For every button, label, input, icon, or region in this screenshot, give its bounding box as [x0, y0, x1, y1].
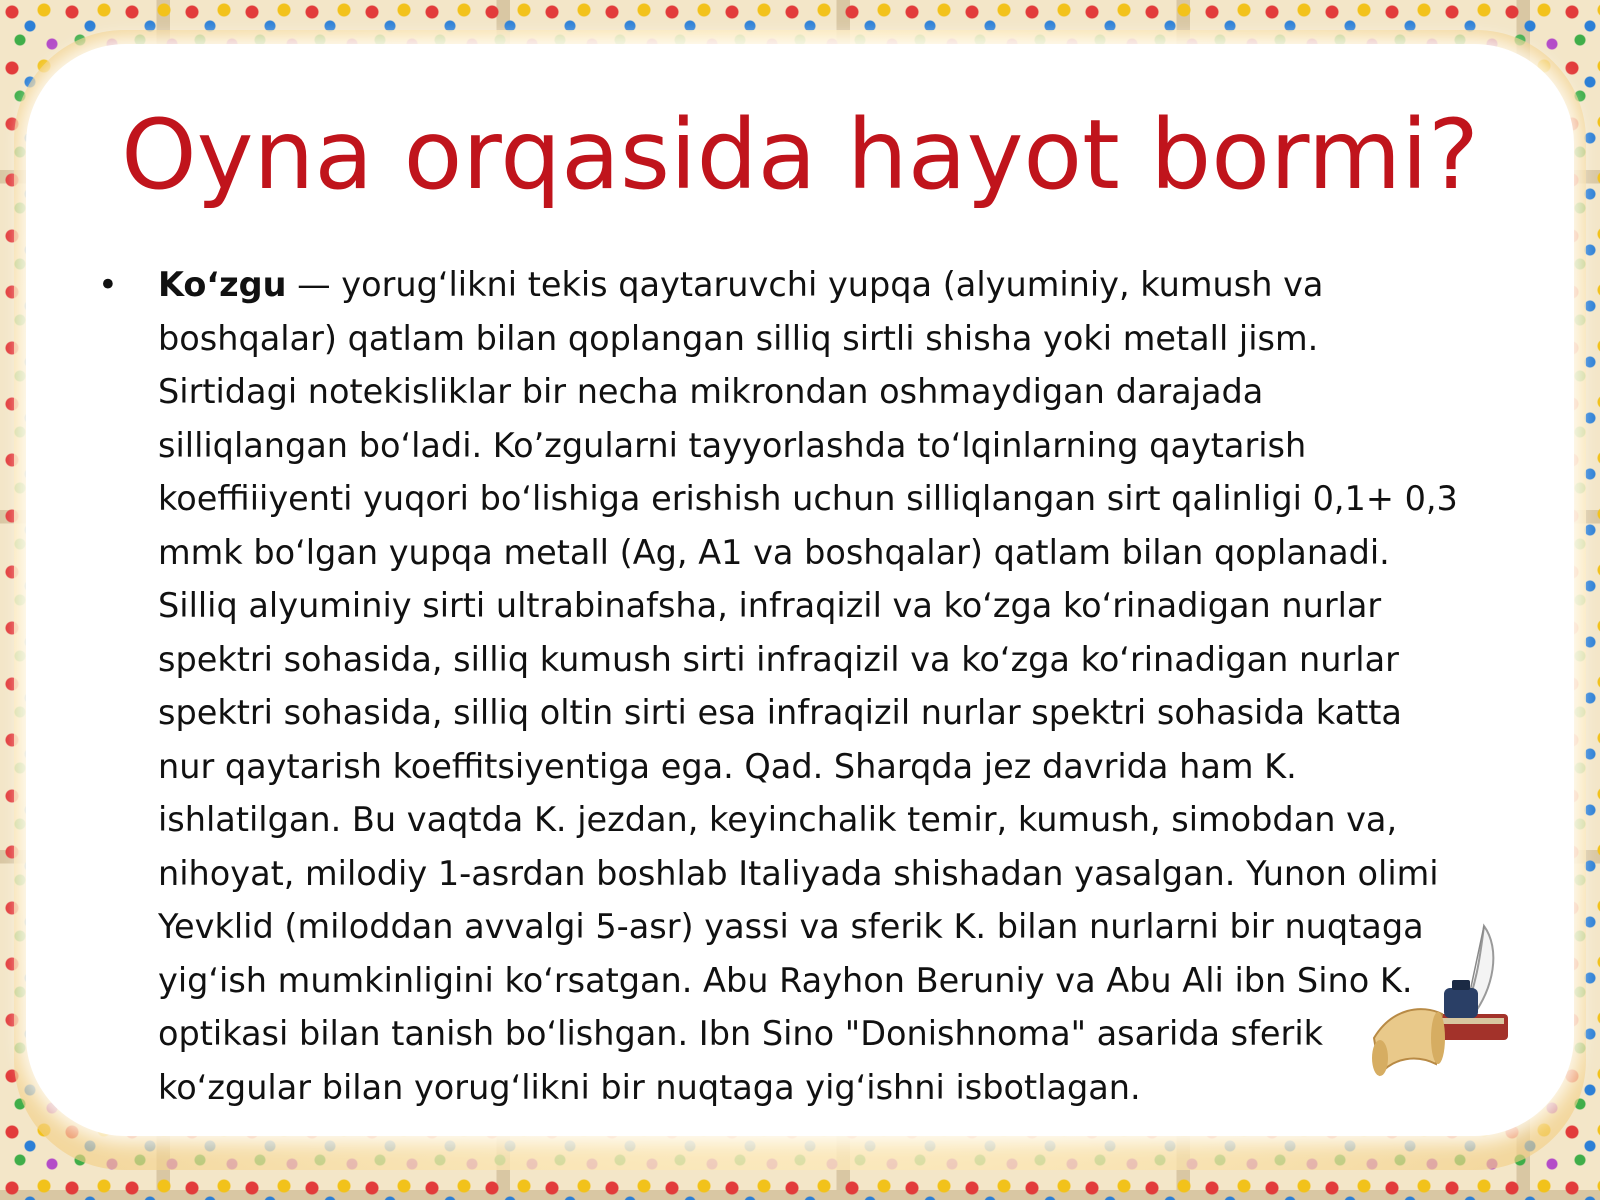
body-line: spektri sohasida, silliq kumush sirti infraqizil va ko‘zga ko‘rinadigan nurlar [158, 639, 1399, 679]
body-line: mmk bo‘lgan yupqa metall (Ag, A1 va boshqalar) qatlam bilan qoplanadi. [158, 532, 1390, 572]
body-line: silliqlangan bo‘ladi. Ko’zgularni tayyorlashda to‘lqinlarning qaytarish [158, 425, 1307, 465]
body-line: ishlatilgan. Bu vaqtda K. jezdan, keyinchalik temir, kumush, simobdan va, [158, 800, 1398, 839]
body-line: ko‘zgular bilan yorug‘likni bir nuqtaga yig‘ishni isbotlagan. [158, 1067, 1141, 1107]
body-line: koeffiiiyenti yuqori bo‘lishiga erishish uchun silliqlangan sirt qalinligi 0,1+ 0,3 [158, 479, 1458, 518]
slide-body [98, 258, 1538, 1114]
list-item [98, 258, 1538, 1114]
slide-title: Oyna orqasida hayot bormi? [121, 99, 1479, 211]
body-line: nihoyat, milodiy 1-asrdan boshlab Italiyada shishadan yasalgan. Yunon olimi [158, 853, 1439, 893]
bullet-marker: • [98, 265, 118, 304]
body-line: nur qaytarish koeffitsiyentiga ega. Qad. Sharqda jez davrida ham K. [158, 746, 1297, 786]
term-kozgu: Ko‘zgu [158, 265, 287, 304]
body-line-1-rest: — yorug‘likni tekis qaytaruvchi yupqa (alyuminiy, kumush va [286, 265, 1324, 304]
body-line-1 [158, 258, 1538, 312]
quill-inkwell-scroll-icon [1372, 918, 1522, 1088]
body-line: Silliq alyuminiy sirti ultrabinafsha, infraqizil va ko‘zga ko‘rinadigan nurlar [158, 586, 1382, 625]
body-line: optikasi bilan tanish bo‘lishgan. Ibn Sino "Donishnoma" asarida sferik [158, 1014, 1324, 1053]
body-line: Yevklid (miloddan avvalgi 5-asr) yassi va sferik K. bilan nurlarni bir nuqtaga [158, 907, 1424, 946]
body-line: Sirtidagi notekisliklar bir necha mikrondan oshmaydigan darajada [158, 372, 1264, 411]
body-line: yig‘ish mumkinligini ko‘rsatgan. Abu Rayhon Beruniy va Abu Ali ibn Sino K. [158, 960, 1413, 1000]
body-line: boshqalar) qatlam bilan qoplangan silliq sirtli shisha yoki metall jism. [158, 318, 1319, 358]
body-line: spektri sohasida, silliq oltin sirti esa infraqizil nurlar spektri sohasida katta [158, 693, 1402, 732]
